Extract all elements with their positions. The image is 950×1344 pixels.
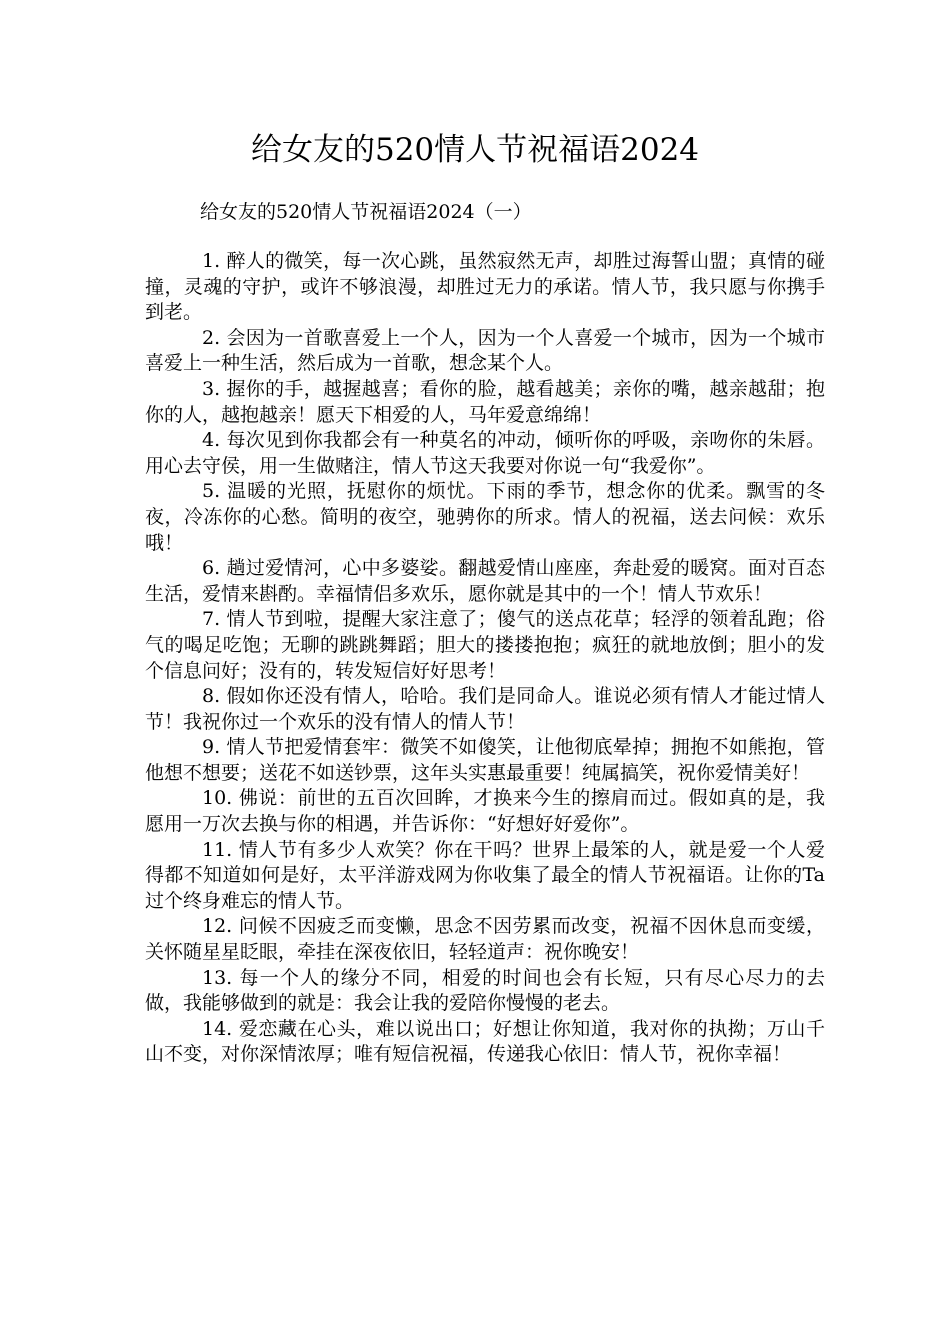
document-body: [145, 249, 825, 1068]
paragraph-2: 2. 会因为一首歌喜爱上一个人，因为一个人喜爱一个城市，因为一个城市喜爱上一种生活，然后成为一首歌，想念某个人。: [145, 326, 825, 375]
paragraph-4: 4. 每次见到你我都会有一种莫名的冲动，倾听你的呼吸，亲吻你的朱唇。用心去守侯，用一生做赌注，情人节这天我要对你说一句“我爱你”。: [145, 429, 825, 477]
paragraph-6: 6. 趟过爱情河，心中多婆娑。翻越爱情山座座，奔赴爱的暖窝。面对百态生活，爱情来斟酌。幸福情侣多欢乐，愿你就是其中的一个！情人节欢乐！: [145, 557, 825, 605]
paragraph-1: 1. 醉人的微笑，每一次心跳，虽然寂然无声，却胜过海誓山盟；真情的碰撞，灵魂的守护，或许不够浪漫，却胜过无力的承诺。情人节，我只愿与你携手到老。: [145, 250, 825, 324]
paragraph-11: 11. 情人节有多少人欢笑？你在干吗？世界上最笨的人，就是爱一个人爱得都不知道如何是好，太平洋游戏网为你收集了最全的情人节祝福语。让你的Ta过个终身难忘的情人节。: [145, 838, 825, 912]
paragraph-8: 8. 假如你还没有情人，哈哈。我们是同命人。谁说必须有情人才能过情人节！我祝你过一个欢乐的没有情人的情人节！: [145, 685, 825, 733]
paragraph-3: 3. 握你的手，越握越喜；看你的脸，越看越美；亲你的嘴，越亲越甜；抱你的人，越抱越亲！愿天下相爱的人，马年爱意绵绵！: [145, 377, 825, 426]
paragraph-14: 14. 爱恋藏在心头，难以说出口；好想让你知道，我对你的执拗；万山千山不变，对你深情浓厚；唯有短信祝福，传递我心依旧：情人节，祝你幸福！: [145, 1017, 825, 1066]
paragraph-5: 5. 温暖的光照，抚慰你的烦忧。下雨的季节，想念你的优柔。飘雪的冬夜，冷冻你的心愁。简明的夜空，驰骋你的所求。情人的祝福，送去问候：欢乐哦！: [145, 480, 825, 554]
paragraph-9: 9. 情人节把爱情套牢：微笑不如傻笑，让他彻底晕掉；拥抱不如熊抱，管他想不想要；送花不如送钞票，这年头实惠最重要！纯属搞笑，祝你爱情美好！: [145, 736, 825, 784]
paragraph-13: 13. 每一个人的缘分不同，相爱的时间也会有长短，只有尽心尽力的去做，我能够做到的就是：我会让我的爱陪你慢慢的老去。: [145, 966, 825, 1015]
paragraph-12: 12. 问候不因疲乏而变懒，思念不因劳累而改变，祝福不因休息而变缓，关怀随星星眨眼，牵挂在深夜依旧，轻轻道声：祝你晚安！: [145, 915, 825, 964]
paragraph-7: 7. 情人节到啦，提醒大家注意了；傻气的送点花草；轻浮的领着乱跑；俗气的喝足吃饱；无聊的跳跳舞蹈；胆大的搂搂抱抱；疯狂的就地放倒；胆小的发个信息问好；没有的，转发短信好好思考！: [145, 608, 825, 682]
document-title: 给女友的520情人节祝福语2024: [250, 132, 700, 168]
section-heading: 给女友的520情人节祝福语2024（一）: [200, 201, 532, 223]
paragraph-10: 10. 佛说：前世的五百次回眸，才换来今生的擦肩而过。假如真的是，我愿用一万次去换与你的相遇，并告诉你：“好想好好爱你”。: [145, 787, 825, 836]
